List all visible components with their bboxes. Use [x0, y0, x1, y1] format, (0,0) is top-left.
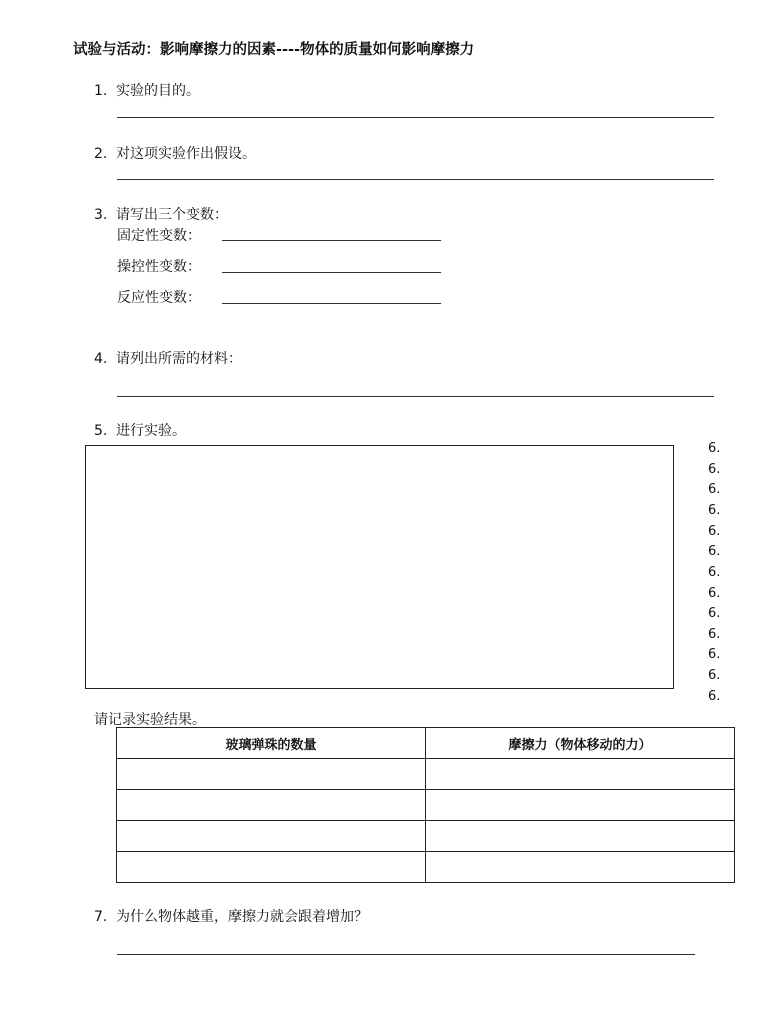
header-friction-force: 摩擦力（物体移动的力）: [426, 728, 735, 759]
table-cell[interactable]: [117, 759, 426, 790]
table-row: [117, 759, 735, 790]
side-marker: 6.: [708, 689, 721, 704]
question-5-text: 进行实验。: [116, 423, 186, 439]
table-cell[interactable]: [426, 759, 735, 790]
table-cell[interactable]: [117, 790, 426, 821]
table-row: [117, 790, 735, 821]
question-1-text: 实验的目的。: [116, 83, 200, 99]
question-1: [94, 80, 200, 100]
question-3-text: 请写出三个变数：: [116, 207, 228, 223]
side-marker: 6.: [708, 586, 721, 601]
question-1-number: 1.: [94, 83, 108, 99]
experiment-drawing-box[interactable]: [85, 445, 674, 689]
table-cell[interactable]: [426, 821, 735, 852]
side-marker: 6.: [708, 627, 721, 642]
responding-variable-line[interactable]: [222, 303, 441, 304]
question-7: [94, 906, 368, 926]
table-cell[interactable]: [426, 790, 735, 821]
question-5: [94, 420, 186, 440]
answer-line-1[interactable]: [117, 117, 714, 118]
constant-variable-line[interactable]: [222, 240, 441, 241]
side-marker: 6.: [708, 524, 721, 539]
question-7-number: 7.: [94, 909, 108, 925]
results-table: [116, 727, 735, 883]
results-caption: 请记录实验结果。: [94, 712, 206, 728]
side-marker: 6.: [708, 606, 721, 621]
question-2: [94, 143, 256, 163]
question-2-text: 对这项实验作出假设。: [116, 146, 256, 162]
question-3: [94, 204, 228, 224]
answer-line-2[interactable]: [117, 179, 714, 180]
table-cell[interactable]: [117, 852, 426, 883]
side-marker: 6.: [708, 565, 721, 580]
answer-line-4[interactable]: [117, 396, 714, 397]
question-4-number: 4.: [94, 351, 108, 367]
side-marker: 6.: [708, 503, 721, 518]
table-row: [117, 821, 735, 852]
side-marker: 6.: [708, 668, 721, 683]
question-4: [94, 348, 242, 368]
table-cell[interactable]: [426, 852, 735, 883]
side-marker: 6.: [708, 462, 721, 477]
responding-variable-label: 反应性变数：: [117, 290, 201, 306]
side-marker: 6.: [708, 441, 721, 456]
constant-variable-label: 固定性变数：: [117, 228, 201, 244]
side-marker: 6.: [708, 482, 721, 497]
table-header-row: [117, 728, 735, 759]
question-3-number: 3.: [94, 207, 108, 223]
header-marble-count: 玻璃弹珠的数量: [117, 728, 426, 759]
question-5-number: 5.: [94, 423, 108, 439]
question-4-text: 请列出所需的材料：: [116, 351, 242, 367]
table-cell[interactable]: [117, 821, 426, 852]
worksheet-title: 试验与活动：影响摩擦力的因素----物体的质量如何影响摩擦力: [73, 42, 475, 58]
question-7-text: 为什么物体越重，摩擦力就会跟着增加？: [116, 909, 368, 925]
side-marker: 6.: [708, 647, 721, 662]
table-row: [117, 852, 735, 883]
side-marker: 6.: [708, 544, 721, 559]
question-2-number: 2.: [94, 146, 108, 162]
manipulated-variable-line[interactable]: [222, 272, 441, 273]
manipulated-variable-label: 操控性变数：: [117, 259, 201, 275]
answer-line-7[interactable]: [117, 954, 695, 955]
